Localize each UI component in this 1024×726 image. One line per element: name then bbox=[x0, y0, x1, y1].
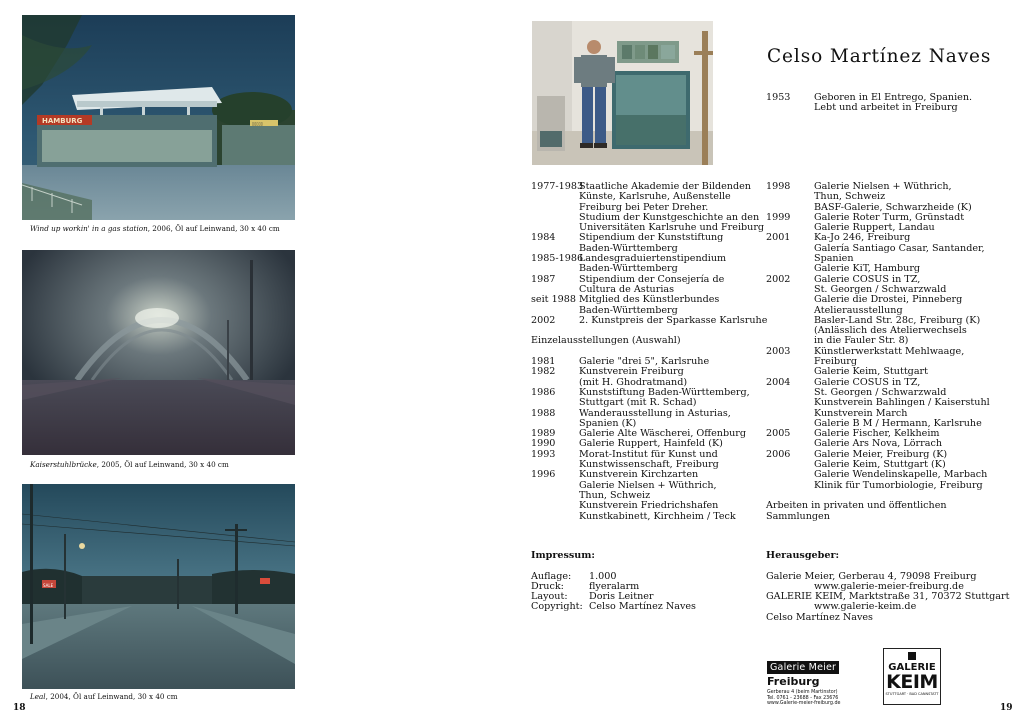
year: 1988 bbox=[531, 407, 556, 419]
line: Galerie Roter Turm, Grünstadt bbox=[814, 211, 965, 223]
entry bbox=[579, 182, 764, 233]
entry bbox=[579, 470, 736, 521]
year: 1987 bbox=[531, 273, 556, 285]
line: Kunstwissenschaft, Freiburg bbox=[579, 459, 719, 471]
line: Baden-Württemberg bbox=[579, 304, 678, 316]
shop-sign-text: ▯▯▯▯▯ bbox=[252, 121, 264, 126]
keim-square-icon bbox=[908, 652, 916, 660]
caption-title: Leal bbox=[30, 692, 46, 701]
line: Basler-Land Str. 28c, Freiburg (K) bbox=[814, 314, 981, 326]
solo-row bbox=[531, 388, 767, 409]
line: Morat-Institut für Kunst und bbox=[579, 448, 718, 460]
year: 1990 bbox=[531, 438, 556, 450]
exhibition-row bbox=[766, 378, 990, 429]
line: (Anlässlich des Atelierwechsels bbox=[814, 325, 967, 337]
education-row bbox=[531, 295, 767, 316]
line: Cultura de Asturias bbox=[579, 283, 675, 295]
key: Layout: bbox=[531, 591, 568, 603]
keim-top: GALERIE bbox=[888, 662, 936, 673]
education-row bbox=[531, 182, 767, 233]
line: Galerie "drei 5", Karlsruhe bbox=[579, 356, 710, 368]
year: 2006 bbox=[766, 448, 791, 460]
year: 1982 bbox=[531, 366, 556, 378]
line: BASF-Galerie, Schwarzheide (K) bbox=[814, 201, 972, 213]
line: Kunstverein Bahlingen / Kaiserstuhl bbox=[814, 397, 990, 409]
line: Galerie COSUS in TZ, bbox=[814, 273, 921, 285]
line: Atelierausstellung bbox=[814, 304, 903, 316]
galerie-keim-logo bbox=[883, 648, 941, 705]
page-title: Celso Martínez Naves bbox=[767, 46, 992, 67]
key: Druck: bbox=[531, 580, 564, 592]
year: 2002 bbox=[531, 314, 556, 326]
line: Celso Martínez Naves bbox=[766, 611, 873, 623]
painting-gas-station bbox=[22, 15, 295, 220]
year: 1999 bbox=[766, 211, 791, 223]
entry bbox=[579, 295, 719, 316]
line: Galerie B M / Hermann, Karlsruhe bbox=[814, 417, 982, 429]
line: Sammlungen bbox=[766, 510, 830, 522]
line: 2. Kunstpreis der Sparkasse Karlsruhe bbox=[579, 314, 768, 326]
line: Galerie Fischer, Kelkheim bbox=[814, 428, 940, 440]
exhibition-row bbox=[766, 450, 990, 491]
caption-info: , 2006, Öl auf Leinwand, 30 x 40 cm bbox=[147, 224, 280, 233]
line: Spanien (K) bbox=[579, 417, 637, 429]
line: Galerie die Drostei, Pinneberg bbox=[814, 294, 963, 306]
year: 2005 bbox=[766, 428, 791, 440]
logo-address: Gerberau 4 (beim Martinstor) bbox=[767, 690, 838, 695]
collections-note bbox=[766, 501, 990, 522]
line: Galerie Alte Wäscherei, Offenburg bbox=[579, 428, 747, 440]
painting-street bbox=[22, 484, 295, 689]
page-number-left: 18 bbox=[13, 703, 26, 713]
value: Doris Leitner bbox=[589, 591, 654, 603]
caption-title: Wind up workin' in a gas station bbox=[30, 224, 148, 233]
year: 1977-1983 bbox=[531, 181, 584, 192]
entry bbox=[579, 388, 750, 409]
line: Ka-Jo 246, Freiburg bbox=[814, 232, 911, 244]
line: Spanien bbox=[814, 253, 854, 265]
exhibition-row bbox=[766, 213, 990, 234]
year: 1998 bbox=[766, 181, 791, 192]
line: Galerie Ars Nova, Lörrach bbox=[814, 438, 942, 450]
education-row bbox=[531, 233, 767, 254]
year: seit 1988 bbox=[531, 294, 576, 306]
line: Kunstkabinett, Kirchheim / Teck bbox=[579, 510, 736, 522]
year: 2003 bbox=[766, 345, 791, 357]
bio-block bbox=[766, 93, 972, 114]
bio-text bbox=[814, 93, 972, 114]
line: Staatliche Akademie der Bildenden bbox=[579, 181, 751, 192]
line: Baden-Württemberg bbox=[579, 263, 678, 275]
line: Galerie Keim, Stuttgart bbox=[814, 366, 928, 378]
education-row bbox=[531, 316, 767, 326]
line: Galerie KiT, Hamburg bbox=[814, 263, 921, 275]
bio-line: Geboren in El Entrego, Spanien. bbox=[814, 92, 973, 103]
entry bbox=[814, 213, 964, 234]
billboard-text: SALE bbox=[43, 583, 54, 588]
line: Galerie Wendelinskapelle, Marbach bbox=[814, 469, 988, 481]
exhibition-row bbox=[766, 347, 990, 378]
line: Klinik für Tumorbiologie, Freiburg bbox=[814, 479, 983, 491]
line: St. Georgen / Schwarzwald bbox=[814, 283, 947, 295]
line: Universitäten Karlsruhe und Freiburg bbox=[579, 222, 765, 234]
painting-bridge bbox=[22, 250, 295, 455]
solo-row bbox=[531, 409, 767, 430]
logo-name: Galerie Meier bbox=[767, 661, 839, 674]
entry bbox=[814, 182, 972, 213]
caption-street bbox=[30, 692, 178, 701]
entry bbox=[814, 275, 980, 347]
impressum bbox=[531, 551, 696, 613]
value: flyeralarm bbox=[589, 580, 640, 592]
entry bbox=[579, 275, 724, 296]
entry bbox=[814, 378, 990, 429]
caption-bridge bbox=[30, 460, 229, 469]
exhibition-row bbox=[766, 429, 990, 450]
value: Celso Martínez Naves bbox=[589, 601, 696, 613]
caption-gas-station bbox=[30, 224, 280, 233]
line: Stuttgart (mit R. Schad) bbox=[579, 397, 697, 409]
line: Studium der Kunstgeschichte an den bbox=[579, 211, 760, 223]
line: Baden-Württemberg bbox=[579, 242, 678, 254]
entry bbox=[579, 254, 726, 275]
line: Künste, Karlsruhe, Außenstelle bbox=[579, 191, 731, 203]
line: Galerie Nielsen + Wüthrich, bbox=[814, 181, 952, 192]
line: Kunstverein Friedrichshafen bbox=[579, 500, 719, 512]
line: Galerie Meier, Gerberau 4, 79098 Freiburg bbox=[766, 570, 977, 582]
cv-left-column bbox=[531, 182, 767, 522]
line: Galerie Nielsen + Wüthrich, bbox=[579, 479, 717, 491]
line: Landesgraduiertenstipendium bbox=[579, 253, 727, 265]
line: Arbeiten in privaten und öffentlichen bbox=[766, 500, 947, 512]
line: Galerie Ruppert, Landau bbox=[814, 222, 935, 234]
keim-main: KEIM bbox=[886, 671, 938, 693]
year: 1993 bbox=[531, 448, 556, 460]
caption-info: , 2005, Öl auf Leinwand, 30 x 40 cm bbox=[96, 460, 229, 469]
exhibition-row bbox=[766, 275, 990, 347]
line: Stipendium der Kunststiftung bbox=[579, 232, 724, 244]
year: 1981 bbox=[531, 356, 556, 368]
line: Galería Santiago Casar, Santander, bbox=[814, 242, 985, 254]
line: Thun, Schweiz bbox=[579, 489, 651, 501]
bio-line: Lebt und arbeitet in Freiburg bbox=[814, 102, 958, 114]
solo-heading: Einzelausstellungen (Auswahl) bbox=[531, 335, 681, 347]
web-link[interactable]: www.galerie-meier-freiburg.de bbox=[814, 580, 964, 592]
year: 2001 bbox=[766, 232, 791, 244]
year: 2004 bbox=[766, 376, 791, 388]
impressum-row bbox=[531, 602, 696, 612]
line: Thun, Schweiz bbox=[814, 191, 886, 203]
logo-city: Freiburg bbox=[767, 675, 820, 688]
bio-row bbox=[766, 93, 972, 114]
web-link[interactable]: www.galerie-keim.de bbox=[814, 601, 917, 613]
entry bbox=[579, 316, 767, 326]
exhibition-row bbox=[766, 233, 990, 274]
year: 2002 bbox=[766, 273, 791, 285]
line: GALERIE KEIM, Marktstraße 31, 70372 Stuttgart bbox=[766, 591, 1010, 603]
solo-row bbox=[531, 470, 767, 521]
line: Freiburg bei Peter Dreher. bbox=[579, 201, 709, 213]
herausgeber-heading: Herausgeber: bbox=[766, 550, 840, 561]
key: Copyright: bbox=[531, 601, 583, 613]
entry bbox=[579, 450, 719, 471]
line: in die Fauler Str. 8) bbox=[814, 335, 909, 347]
galerie-meier-logo bbox=[767, 661, 847, 707]
entry bbox=[579, 233, 723, 254]
line: Stipendium der Consejería de bbox=[579, 273, 725, 285]
line: Kunstverein Freiburg bbox=[579, 366, 684, 378]
year: 1984 bbox=[531, 232, 556, 244]
entry bbox=[814, 233, 985, 274]
line: Wanderausstellung in Asturias, bbox=[579, 407, 731, 419]
year: 1985-1986 bbox=[531, 253, 584, 265]
line: Galerie COSUS in TZ, bbox=[814, 376, 921, 388]
year: 1996 bbox=[531, 469, 556, 481]
line: Künstlerwerkstatt Mehlwaage, bbox=[814, 345, 965, 357]
logo-details bbox=[767, 690, 847, 707]
entry bbox=[814, 450, 987, 491]
education-row bbox=[531, 275, 767, 296]
line: Freiburg bbox=[814, 356, 858, 368]
line: Galerie Meier, Freiburg (K) bbox=[814, 448, 948, 460]
station-sign-text: HAMBURG bbox=[42, 117, 83, 125]
entry bbox=[814, 429, 942, 450]
solo-row bbox=[531, 367, 767, 388]
herausgeber bbox=[766, 551, 1009, 623]
line: (mit H. Ghodratmand) bbox=[579, 376, 688, 388]
line: St. Georgen / Schwarzwald bbox=[814, 386, 947, 398]
keim-small: STUTTGART · BAD CANNSTATT bbox=[885, 692, 939, 696]
caption-title: Kaiserstuhlbrücke bbox=[30, 460, 97, 469]
year: 1986 bbox=[531, 386, 556, 398]
cv-right-column bbox=[766, 182, 990, 522]
artist-photo bbox=[532, 21, 713, 165]
bio-year: 1953 bbox=[766, 92, 791, 103]
entry bbox=[579, 409, 731, 430]
entry bbox=[579, 367, 687, 388]
caption-info: , 2004, Öl auf Leinwand, 30 x 40 cm bbox=[45, 692, 178, 701]
line: Galerie Keim, Stuttgart (K) bbox=[814, 459, 946, 471]
education-row bbox=[531, 254, 767, 275]
page-number-right: 19 bbox=[1000, 703, 1013, 713]
line: Kunstverein March bbox=[814, 407, 908, 419]
logo-phone: Tel. 0761 - 23688 - Fax 23676 bbox=[767, 695, 839, 701]
impressum-heading: Impressum: bbox=[531, 550, 595, 561]
value: 1.000 bbox=[589, 570, 617, 582]
line: Kunststiftung Baden-Württemberg, bbox=[579, 386, 750, 398]
exhibition-row bbox=[766, 182, 990, 213]
key: Auflage: bbox=[531, 570, 572, 582]
line: Kunstverein Kirchzarten bbox=[579, 469, 699, 481]
logo-web: www.Galerie-meier-freiburg.de bbox=[767, 701, 841, 707]
solo-row bbox=[531, 450, 767, 471]
line: Galerie Ruppert, Hainfeld (K) bbox=[579, 438, 723, 450]
entry bbox=[814, 347, 964, 378]
line: Mitglied des Künstlerbundes bbox=[579, 294, 720, 306]
year: 1989 bbox=[531, 428, 556, 440]
